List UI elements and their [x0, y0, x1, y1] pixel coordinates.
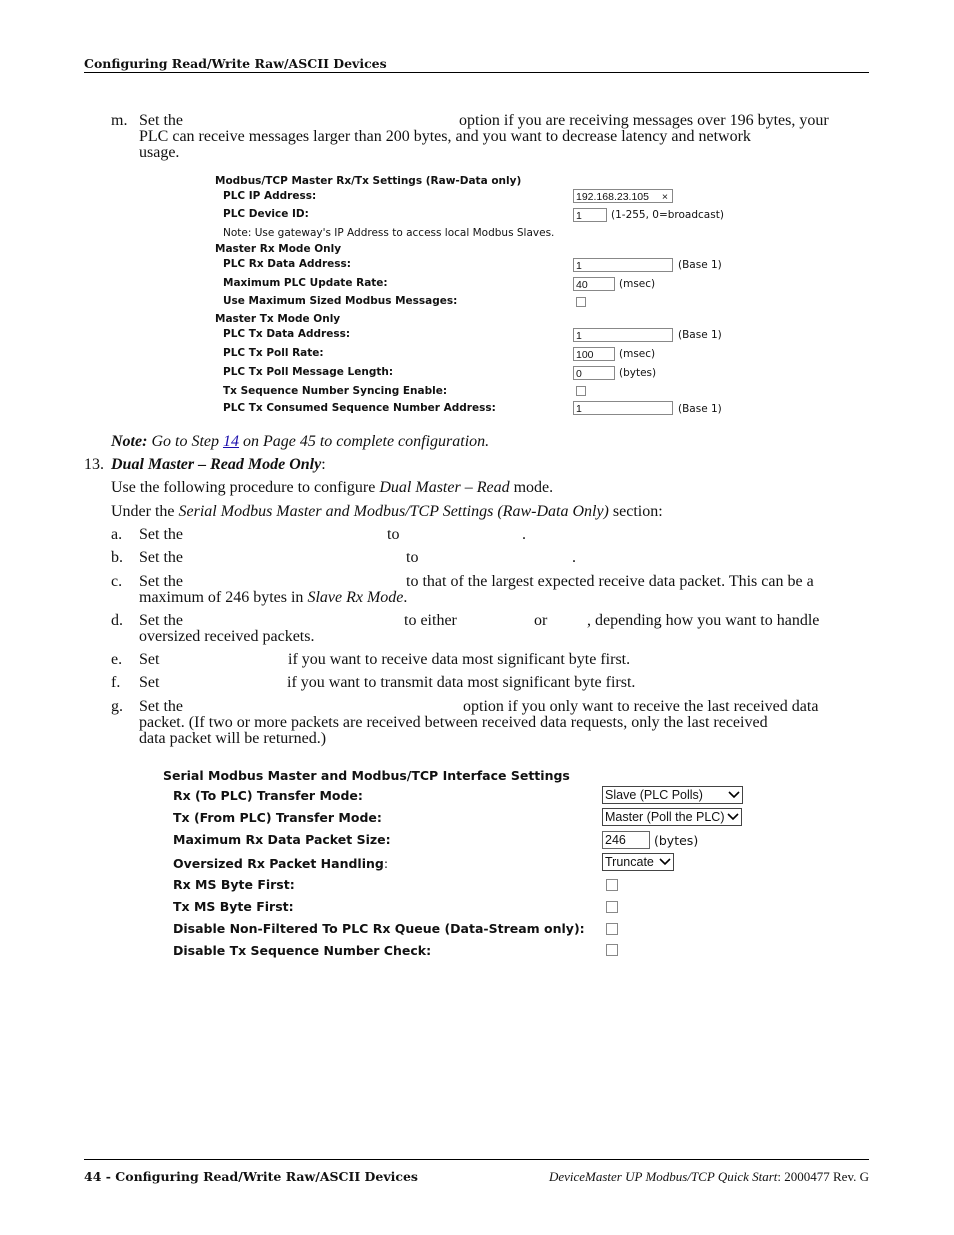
- max-update-rate-label: Maximum PLC Update Rate:: [223, 277, 388, 289]
- note-text-b: on Page 45 to complete configuration.: [242, 433, 490, 450]
- item-d-t4: , depending how you want to handle: [587, 612, 820, 629]
- item-b-t3: .: [572, 549, 576, 566]
- tx-consumed-seq-hint: (Base 1): [678, 403, 722, 415]
- step-m-text-b: option if you are receiving messages over 196 bytes, your: [459, 112, 829, 129]
- max-sized-messages-label: Use Maximum Sized Modbus Messages:: [223, 295, 458, 307]
- max-update-rate-input[interactable]: 40: [573, 277, 615, 291]
- shot2-section-title: Serial Modbus Master and Modbus/TCP Interface Settings: [163, 768, 570, 783]
- item-b-t2: to: [406, 549, 419, 566]
- tx-seq-sync-checkbox[interactable]: [576, 386, 586, 396]
- intro-text-b: mode.: [513, 479, 554, 496]
- oversized-handling-label: Oversized Rx Packet Handling: [173, 856, 384, 871]
- rx-transfer-mode-value: Slave (PLC Polls): [605, 788, 703, 802]
- item-f-t1: Set: [139, 674, 160, 691]
- footer-doc-number: : 2000477 Rev. G: [777, 1169, 869, 1184]
- footer-right: [549, 1169, 869, 1185]
- step-14-link[interactable]: 14: [222, 433, 239, 450]
- disable-tx-seq-label: Disable Tx Sequence Number Check:: [173, 943, 432, 958]
- tx-consumed-seq-label: PLC Tx Consumed Sequence Number Address:: [223, 402, 496, 414]
- item-b-t1: Set the: [139, 549, 183, 566]
- plc-device-id-input[interactable]: 1: [573, 208, 607, 222]
- step-13-heading: [111, 457, 326, 473]
- item-e-t1: Set: [139, 651, 160, 668]
- tx-poll-rate-label: PLC Tx Poll Rate:: [223, 347, 324, 359]
- item-c-slave-rx-mode: Slave Rx Mode: [307, 589, 404, 606]
- tx-transfer-mode-label: Tx (From PLC) Transfer Mode:: [173, 810, 382, 825]
- plc-ip-label: PLC IP Address:: [223, 190, 317, 202]
- oversized-handling-colon: :: [383, 856, 389, 871]
- tx-ms-byte-label: Tx MS Byte First:: [173, 899, 294, 914]
- tx-poll-length-input[interactable]: 0: [573, 366, 615, 380]
- note-line: [111, 434, 489, 450]
- plc-ip-value: 192.168.23.105: [576, 191, 649, 203]
- rx-mode-section: Master Rx Mode Only: [215, 243, 342, 255]
- item-g-t4: data packet will be returned.): [139, 730, 327, 747]
- tx-poll-length-label: PLC Tx Poll Message Length:: [223, 366, 394, 378]
- item-e-t2: if you want to receive data most significant byte first.: [288, 651, 631, 668]
- footer-rule: [84, 1159, 869, 1160]
- tx-transfer-mode-value: Master (Poll the PLC): [605, 810, 725, 824]
- chevron-down-icon: [659, 857, 671, 867]
- item-c-t1: Set the: [139, 573, 183, 590]
- note-label: Note:: [111, 433, 148, 450]
- rx-ms-byte-checkbox[interactable]: [606, 879, 618, 891]
- tx-ms-byte-checkbox[interactable]: [606, 901, 618, 913]
- running-header: Configuring Read/Write Raw/ASCII Devices: [84, 56, 387, 71]
- chevron-down-icon: [727, 812, 739, 822]
- step-m-line3: usage.: [139, 144, 180, 161]
- plc-ip-input[interactable]: [573, 189, 673, 203]
- shot1-section-title: Modbus/TCP Master Rx/Tx Settings (Raw-Data only): [215, 175, 522, 187]
- item-d-t3: or: [534, 612, 548, 629]
- plc-device-id-label: PLC Device ID:: [223, 208, 309, 220]
- tx-poll-rate-hint: (msec): [619, 348, 656, 360]
- chevron-down-icon: [728, 790, 740, 800]
- oversized-handling-label-row: [173, 855, 388, 873]
- item-f-marker: f.: [111, 674, 121, 691]
- tx-consumed-seq-input[interactable]: 1: [573, 401, 673, 415]
- rx-transfer-mode-label: Rx (To PLC) Transfer Mode:: [173, 788, 363, 803]
- intro-text-a: Use the following procedure to configure: [111, 479, 376, 496]
- max-rx-packet-label: Maximum Rx Data Packet Size:: [173, 832, 391, 847]
- item-c-end: .: [403, 589, 408, 606]
- tx-data-address-input[interactable]: 1: [573, 328, 673, 342]
- item-d-t5: oversized received packets.: [139, 628, 315, 645]
- rx-transfer-mode-select[interactable]: [602, 786, 743, 804]
- footer-left: 44 - Configuring Read/Write Raw/ASCII Devices: [84, 1169, 418, 1184]
- max-rx-packet-hint: (bytes): [654, 833, 699, 848]
- item-c-t2: to that of the largest expected receive data packet. This can be a: [406, 573, 814, 590]
- max-sized-messages-checkbox[interactable]: [576, 297, 586, 307]
- intro-mode-name: Dual Master – Read: [379, 479, 510, 496]
- item-e-marker: e.: [111, 651, 123, 668]
- item-c-t3: maximum of 246 bytes in: [139, 589, 304, 606]
- rx-ms-byte-label: Rx MS Byte First:: [173, 877, 295, 892]
- disable-nonfiltered-label: Disable Non-Filtered To PLC Rx Queue (Data-Stream only):: [173, 921, 585, 936]
- max-rx-packet-input[interactable]: 246: [602, 831, 650, 849]
- item-a-t1: Set the: [139, 526, 183, 543]
- tx-transfer-mode-select[interactable]: [602, 808, 742, 826]
- header-rule: [84, 72, 869, 73]
- under-text-a: Under the: [111, 503, 175, 520]
- gateway-note: Note: Use gateway's IP Address to access local Modbus Slaves.: [223, 227, 555, 239]
- max-update-rate-hint: (msec): [619, 278, 656, 290]
- item-d-t1: Set the: [139, 612, 183, 629]
- item-d-t2: to either: [404, 612, 457, 629]
- step-13-number: 13.: [84, 456, 104, 473]
- item-g-t3: packet. (If two or more packets are received between received data requests, only the last received: [139, 714, 768, 731]
- disable-nonfiltered-checkbox[interactable]: [606, 923, 618, 935]
- tx-poll-length-hint: (bytes): [619, 367, 657, 379]
- rx-data-address-hint: (Base 1): [678, 259, 722, 271]
- item-a-marker: a.: [111, 526, 123, 543]
- step-m-line2: PLC can receive messages larger than 200 bytes, and you want to decrease latency and network: [139, 128, 751, 145]
- step-13-title: Dual Master – Read Mode Only: [111, 456, 322, 473]
- step-m-text-a: Set the: [139, 112, 183, 129]
- item-b-marker: b.: [111, 549, 123, 566]
- plc-device-id-hint: (1-255, 0=broadcast): [611, 209, 724, 221]
- item-c-marker: c.: [111, 573, 123, 590]
- item-g-marker: g.: [111, 698, 123, 715]
- item-f-t2: if you want to transmit data most significant byte first.: [287, 674, 636, 691]
- note-text-a: Go to Step: [151, 433, 219, 450]
- step-13-under: [111, 504, 663, 520]
- tx-data-address-hint: (Base 1): [678, 329, 722, 341]
- item-a-t2: to: [387, 526, 400, 543]
- item-a-t3: .: [522, 526, 526, 543]
- under-text-b: section:: [612, 503, 663, 520]
- under-section-name: Serial Modbus Master and Modbus/TCP Settings (Raw-Data Only): [178, 503, 609, 520]
- oversized-handling-value: Truncate: [605, 855, 654, 869]
- step-m-marker: m.: [111, 112, 128, 129]
- item-c-line2: [139, 590, 407, 606]
- footer-doc-title: DeviceMaster UP Modbus/TCP Quick Start: [548, 1169, 778, 1184]
- item-g-t2: option if you only want to receive the last received data: [463, 698, 819, 715]
- oversized-handling-select[interactable]: [602, 853, 674, 871]
- tx-seq-sync-label: Tx Sequence Number Syncing Enable:: [223, 385, 448, 397]
- clear-icon[interactable]: ×: [661, 191, 668, 203]
- step-13-colon: :: [321, 456, 326, 473]
- tx-mode-section: Master Tx Mode Only: [215, 313, 341, 325]
- tx-data-address-label: PLC Tx Data Address:: [223, 328, 351, 340]
- rx-data-address-input[interactable]: 1: [573, 258, 673, 272]
- item-g-t1: Set the: [139, 698, 183, 715]
- tx-poll-rate-input[interactable]: 100: [573, 347, 615, 361]
- rx-data-address-label: PLC Rx Data Address:: [223, 258, 351, 270]
- disable-tx-seq-checkbox[interactable]: [606, 944, 618, 956]
- item-d-marker: d.: [111, 612, 123, 629]
- step-13-intro: [111, 480, 553, 496]
